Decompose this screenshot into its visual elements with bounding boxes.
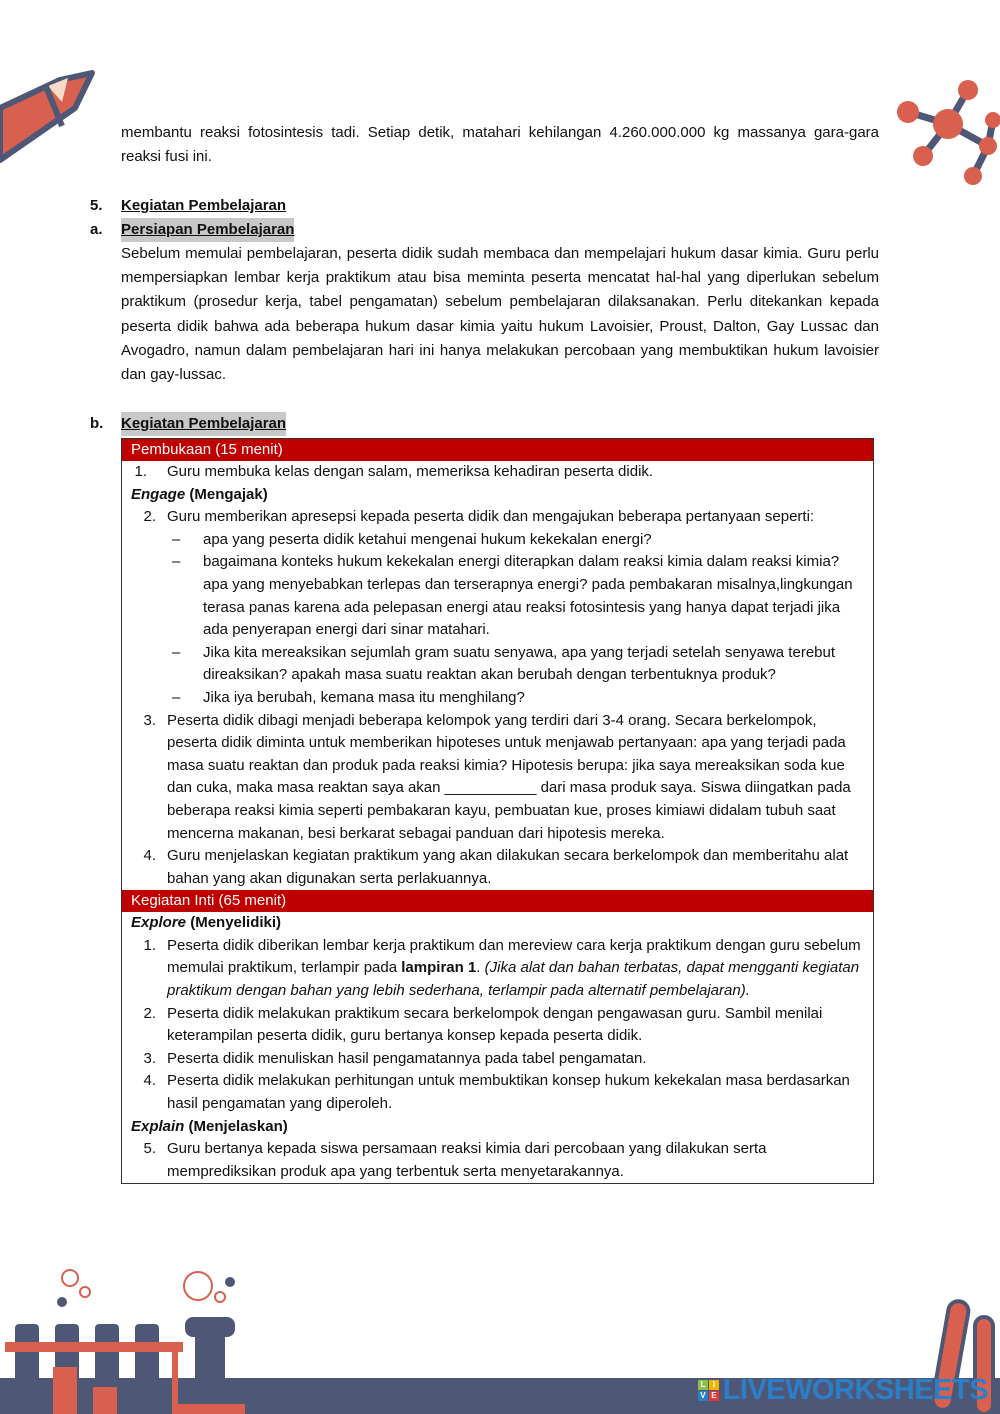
explore-subheading: Explore (Menyelidiki) (131, 914, 282, 932)
section-b-title: Kegiatan Pembelajaran (121, 412, 286, 436)
list-item: 3. Peserta didik dibagi menjadi beberapa kelompok yang terdiri dari 3-4 orang. Secara berkelompok, peserta didik diminta untuk memberikan hipoteses untuk menjawab pertanyaan: apa yang terjadi pada masa suatu reaktan dan produk pada reaksi kimia? Hipotesis berupa: jika saya mereaksikan soda kue dan cuka, maka masa reaktan saya akan ___________ dari masa produk saya. Siswa diingatkan pada beberapa reaksi kimia seperti pembakaran kayu, pembuatan kue, proses kimiawi didalam tubuh saat mencerna makanan, besi berkarat sebagai panduan dari hipotesis mereka. (143, 711, 851, 842)
intro-paragraph: membantu reaksi fotosintesis tadi. Setiap detik, matahari kehilangan 4.260.000.000 kg massanya gara-gara reaksi fusi ini. (121, 124, 879, 166)
section-5-title: Kegiatan Pembelajaran (121, 197, 287, 214)
engage-subheading: Engage (Mengajak) (131, 485, 268, 503)
section-a-body: Sebelum memulai pembelajaran, peserta didik sudah membaca dan mempelajari hukum dasar kimia. Guru perlu mempersiapkan lembar kerja praktikum atau bisa meminta peserta mencatat hal-hal yang diperlukan sebelum praktikum (prosedur kerja, tabel pengamatan) sebelum pembelajaran dilaksanakan. Perlu ditekankan kepada peserta didik bahwa ada beberapa hukum dasar kimia yaitu hukum Lavoisier, Proust, Dalton, Gay Lussac dan Avogadro, namun dalam pembelajaran hari ini hanya melakukan percobaan yang membuktikan hukum lavoisier dan gay-lussac. (121, 245, 879, 384)
liveworksheets-watermark (698, 1374, 988, 1407)
inti-header: Kegiatan Inti (65 menit) (122, 890, 873, 912)
list-item: 2. Peserta didik melakukan praktikum secara berkelompok dengan pengawasan guru. Sambil menilai keterampilan peserta didik, guru bertanya konsep kepada peserta didik. (143, 1004, 823, 1045)
pencil-icon (0, 68, 100, 168)
watermark-text: LIVEWORKSHEETS (722, 1374, 988, 1406)
question-item: – apa yang peserta didik ketahui mengenai hukum kekekalan energi? (172, 530, 652, 548)
list-item: 5. Guru bertanya kepada siswa persamaan reaksi kimia dari percobaan yang dilakukan serta memprediksikan produk apa yang terbentuk serta menyetarakannya. (143, 1140, 767, 1180)
list-item: 3. Peserta didik menuliskan hasil pengamatannya pada tabel pengamatan. (143, 1049, 647, 1067)
question-item: – bagaimana konteks hukum kekekalan energi diterapkan dalam reaksi kimia dalam reaksi kimia? apa yang menyebabkan terlepas dan terserapnya energi? pada pembakaran misalnya,lingkungan terasa panas karena ada pelepasan energi atau reaksi fotosintesis yang hanya dapat terjadi jika ada penyerapan energi dari sinar matahari. (172, 553, 853, 639)
explain-subheading: Explain (Menjelaskan) (131, 1117, 288, 1135)
activity-table (121, 438, 874, 1184)
pembukaan-header: Pembukaan (15 menit) (122, 439, 873, 461)
list-item: 1. Peserta didik diberikan lembar kerja praktikum dan mereview cara kerja praktikum dengan guru sebelum memulai praktikum, terlampir pada lampiran 1. (Jika alat dan bahan terbatas, dapat mengganti kegiatan praktikum dengan bahan yang lebih sederhana, terlampir pada alternatif pembelajaran). (143, 936, 861, 1000)
list-item: 1. Guru membuka kelas dengan salam, memeriksa kehadiran peserta didik. (134, 463, 654, 480)
question-item: – Jika kita mereaksikan sejumlah gram suatu senyawa, apa yang terjadi setelah senyawa terebut direaksikan? apakah masa suatu reaktan akan berubah dengan terbentuknya produk? (172, 643, 836, 684)
list-item: 4. Guru menjelaskan kegiatan praktikum yang akan dilakukan secara berkelompok dan memberitahu alat bahan yang akan digunakan serta perlakuannya. (143, 847, 849, 887)
lampiran-reference: lampiran 1 (401, 959, 477, 977)
molecule-icon (893, 76, 1000, 188)
list-item: 2. Guru memberikan apresepsi kepada peserta didik dan mengajukan beberapa pertanyaan seperti: (143, 508, 815, 526)
question-item: – Jika iya berubah, kemana masa itu menghilang? (172, 688, 525, 706)
section-a-title: Persiapan Pembelajaran (121, 218, 294, 242)
list-item: 4. Peserta didik melakukan perhitungan untuk membuktikan konsep hukum kekekalan masa berdasarkan hasil pengamatan yang diperoleh. (143, 1072, 850, 1113)
live-logo-icon: L I V E (698, 1380, 719, 1401)
